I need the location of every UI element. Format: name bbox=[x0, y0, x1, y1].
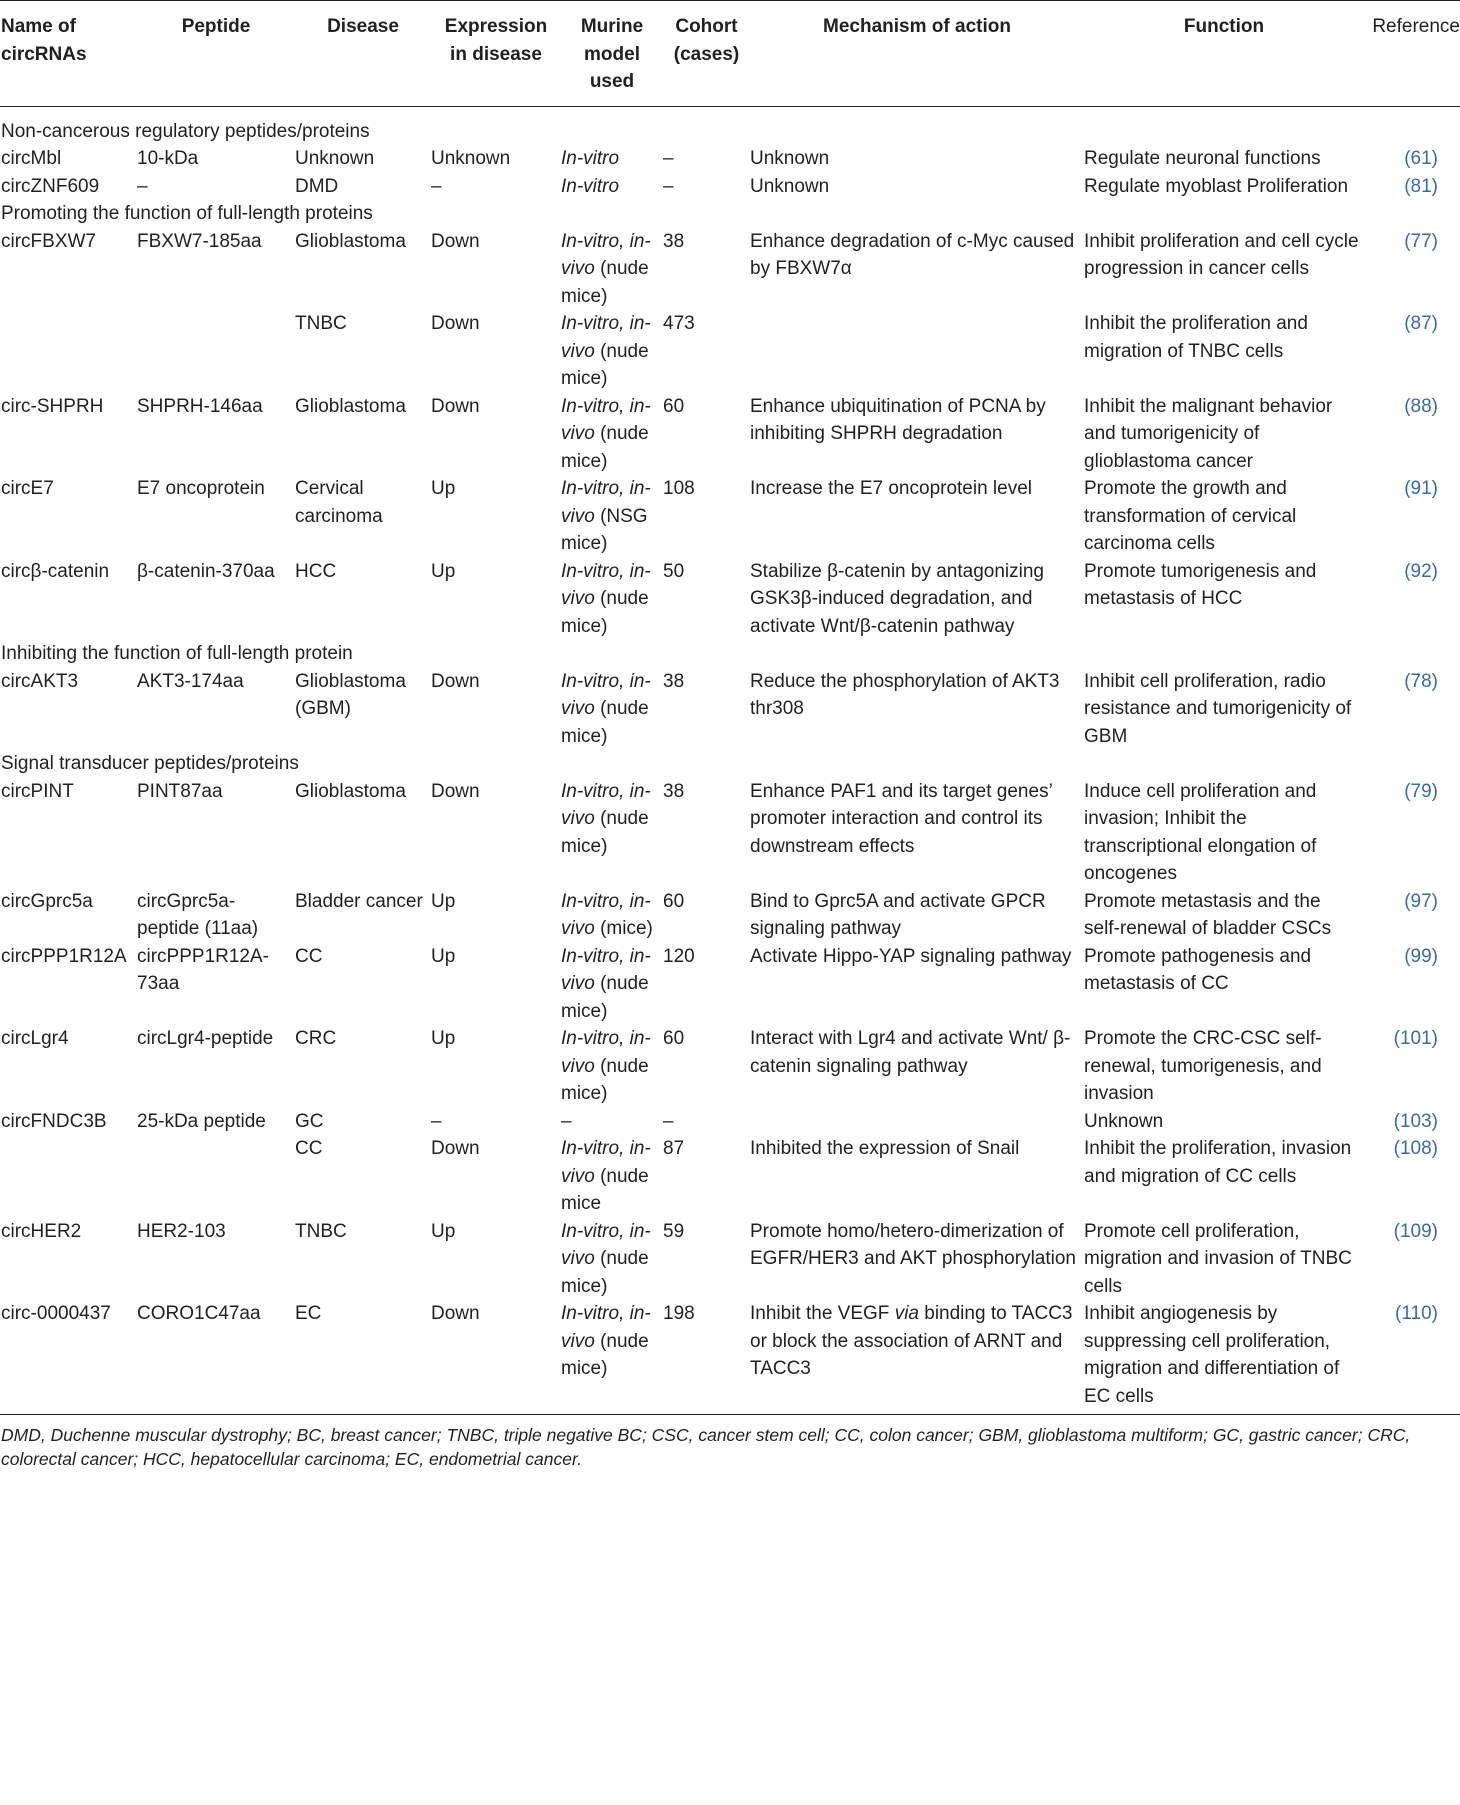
cell-cohort: 120 bbox=[663, 945, 695, 967]
cell-reference[interactable]: (78) bbox=[1404, 670, 1438, 692]
cell-function: Regulate neuronal functions bbox=[1084, 148, 1321, 169]
cell-disease: DMD bbox=[295, 175, 339, 197]
cell-reference[interactable]: (109) bbox=[1393, 1220, 1438, 1242]
cell-mechanism: Inhibited the expression of Snail bbox=[750, 1138, 1020, 1159]
cell-mechanism: Increase the E7 oncoprotein level bbox=[750, 478, 1033, 499]
cell-function: Inhibit the proliferation and migration of TNBC cells bbox=[1084, 313, 1308, 362]
cell-cohort: 108 bbox=[663, 478, 695, 499]
cell-murine-model bbox=[561, 943, 663, 1026]
cell-peptide: E7 oncoprotein bbox=[137, 478, 265, 499]
cell-peptide: circLgr4-peptide bbox=[137, 1028, 274, 1049]
cell-peptide bbox=[137, 310, 295, 393]
murine-model-text: In-vitro, in-vivo bbox=[561, 230, 651, 279]
cell-name: circFNDC3B bbox=[1, 1110, 107, 1132]
cell-peptide: 10-kDa bbox=[137, 148, 199, 169]
cell-peptide: circPPP1R12A-73aa bbox=[137, 945, 269, 994]
header-mechanism: Mechanism of action bbox=[750, 1, 1084, 107]
cell-mechanism: Promote homo/hetero-dimerization of EGFR/HER3 and AKT phosphorylation bbox=[750, 1220, 1076, 1269]
cell-disease: Glioblastoma bbox=[295, 230, 406, 252]
cell-reference[interactable]: (101) bbox=[1393, 1028, 1438, 1049]
cell-name: circZNF609 bbox=[1, 175, 100, 197]
cell-mechanism bbox=[750, 1108, 1084, 1136]
cell-mechanism: Stabilize β-catenin by antagonizing GSK3β-induced degradation, and activate Wnt/β-catenin pathway bbox=[750, 560, 1044, 637]
murine-model-text: In-vitro, in-vivo bbox=[561, 780, 651, 829]
cell-cohort: – bbox=[663, 175, 674, 197]
murine-model-strain: (nude mice bbox=[561, 1165, 649, 1214]
table-row bbox=[0, 228, 1460, 311]
cell-cohort: 50 bbox=[663, 560, 685, 582]
cell-name: circAKT3 bbox=[1, 670, 79, 692]
cell-function: Promote metastasis and the self-renewal of bladder CSCs bbox=[1084, 890, 1332, 939]
cell-peptide: AKT3-174aa bbox=[137, 670, 244, 692]
cell-peptide: – bbox=[137, 175, 148, 197]
cell-cohort: 198 bbox=[663, 1303, 695, 1324]
cell-disease: CC bbox=[295, 945, 323, 967]
cell-expression: – bbox=[431, 175, 442, 197]
cell-function: Inhibit angiogenesis by suppressing cell proliferation, migration and differentiation of EC cells bbox=[1084, 1303, 1340, 1407]
murine-model-strain: (nude mice) bbox=[561, 1330, 649, 1379]
murine-model-text: In-vitro, in-vivo bbox=[561, 560, 651, 609]
cell-expression: Up bbox=[431, 1220, 456, 1242]
murine-model-text: – bbox=[561, 1110, 572, 1132]
table-row bbox=[0, 310, 1460, 393]
cell-disease: Unknown bbox=[295, 148, 375, 169]
murine-model-text: In-vitro bbox=[561, 148, 620, 169]
cell-disease: HCC bbox=[295, 560, 337, 582]
cell-reference[interactable]: (97) bbox=[1404, 890, 1438, 912]
cell-reference[interactable]: (110) bbox=[1395, 1303, 1438, 1324]
cell-name bbox=[0, 310, 137, 393]
cell-name: circPINT bbox=[1, 780, 74, 802]
cell-expression: Up bbox=[431, 560, 456, 582]
cell-expression: Down bbox=[431, 1138, 480, 1159]
cell-expression: Unknown bbox=[431, 148, 511, 169]
cell-name: circGprc5a bbox=[1, 890, 93, 912]
cell-expression: Down bbox=[431, 780, 480, 802]
cell-peptide: HER2-103 bbox=[137, 1220, 226, 1242]
murine-model-text: In-vitro, in-vivo bbox=[561, 395, 651, 444]
header-function: Function bbox=[1084, 1, 1364, 107]
cell-cohort: 38 bbox=[663, 780, 685, 802]
murine-model-strain: (nude mice) bbox=[561, 1248, 649, 1297]
cell-peptide bbox=[137, 1135, 295, 1218]
cell-cohort: 38 bbox=[663, 230, 685, 252]
cell-peptide: circGprc5a-peptide (11aa) bbox=[137, 890, 259, 939]
cell-reference[interactable]: (103) bbox=[1393, 1110, 1438, 1132]
cell-function: Inhibit the malignant behavior and tumorigenicity of glioblastoma cancer bbox=[1084, 395, 1333, 472]
cell-disease: TNBC bbox=[295, 313, 347, 334]
cell-murine-model bbox=[561, 1218, 663, 1301]
cell-disease: CRC bbox=[295, 1028, 337, 1049]
murine-model-text: In-vitro, in-vivo bbox=[561, 313, 651, 362]
murine-model-strain: (nude mice) bbox=[561, 423, 649, 472]
murine-model-strain: (nude mice) bbox=[561, 808, 649, 857]
cell-expression: Down bbox=[431, 230, 480, 252]
cell-expression: Up bbox=[431, 890, 456, 912]
cell-cohort: 60 bbox=[663, 890, 685, 912]
cell-mechanism: Enhance PAF1 and its target genes’ promoter interaction and control its downstream effects bbox=[750, 780, 1053, 857]
cell-expression: Up bbox=[431, 945, 456, 967]
cell-disease: Glioblastoma bbox=[295, 780, 406, 802]
table-row bbox=[0, 145, 1460, 173]
section-title: Inhibiting the function of full-length protein bbox=[1, 643, 353, 664]
cell-reference[interactable]: (87) bbox=[1404, 313, 1438, 334]
murine-model-text: In-vitro, in-vivo bbox=[561, 478, 651, 527]
murine-model-text: In-vitro, in-vivo bbox=[561, 890, 651, 939]
cell-murine-model bbox=[561, 558, 663, 641]
cell-name: circ-0000437 bbox=[1, 1303, 111, 1324]
cell-mechanism: Unknown bbox=[750, 148, 830, 169]
table-header bbox=[0, 1, 1460, 107]
cell-reference[interactable]: (99) bbox=[1404, 945, 1438, 967]
murine-model-strain: (mice) bbox=[600, 918, 653, 939]
cell-name: circPPP1R12A bbox=[1, 945, 127, 967]
cell-mechanism: Enhance degradation of c-Myc caused by FBXW7α bbox=[750, 230, 1075, 279]
cell-expression: Down bbox=[431, 395, 480, 417]
table-row bbox=[0, 475, 1460, 558]
cell-cohort: 60 bbox=[663, 395, 685, 417]
cell-name bbox=[0, 1135, 137, 1218]
cell-expression: Up bbox=[431, 1028, 456, 1049]
cell-cohort: 38 bbox=[663, 670, 685, 692]
header-murine-model: Murine model used bbox=[561, 1, 663, 107]
cell-peptide: 25-kDa peptide bbox=[137, 1110, 266, 1132]
cell-name: circE7 bbox=[1, 478, 54, 499]
cell-cohort: 473 bbox=[663, 313, 695, 334]
header-name: Name of circRNAs bbox=[0, 1, 137, 107]
cell-expression: Up bbox=[431, 478, 456, 499]
cell-disease: GC bbox=[295, 1110, 324, 1132]
cell-murine-model bbox=[561, 1135, 663, 1218]
cell-expression: Down bbox=[431, 670, 480, 692]
cell-peptide: PINT87aa bbox=[137, 780, 223, 802]
cell-name: circβ-catenin bbox=[1, 560, 110, 582]
cell-mechanism bbox=[750, 310, 1084, 393]
murine-model-strain: (nude mice) bbox=[561, 258, 649, 307]
cell-cohort: – bbox=[663, 148, 674, 169]
cell-disease: CC bbox=[295, 1138, 323, 1159]
cell-peptide: FBXW7-185aa bbox=[137, 230, 262, 252]
cell-mechanism: Activate Hippo-YAP signaling pathway bbox=[750, 945, 1072, 967]
header-peptide: Peptide bbox=[137, 1, 295, 107]
cell-mechanism: Enhance ubiquitination of PCNA by inhibiting SHPRH degradation bbox=[750, 395, 1046, 444]
cell-expression: Down bbox=[431, 1303, 480, 1324]
cell-disease: Glioblastoma bbox=[295, 395, 406, 417]
section-title: Promoting the function of full-length proteins bbox=[1, 203, 373, 224]
cell-function: Promote cell proliferation, migration and invasion of TNBC cells bbox=[1084, 1220, 1352, 1297]
murine-model-strain: (nude mice) bbox=[561, 973, 649, 1022]
header-reference: Reference bbox=[1364, 1, 1460, 107]
header-disease: Disease bbox=[295, 1, 431, 107]
cell-name: circLgr4 bbox=[1, 1028, 69, 1049]
murine-model-text: In-vitro, in-vivo bbox=[561, 1028, 651, 1077]
table-row bbox=[0, 173, 1460, 201]
cell-function: Inhibit cell proliferation, radio resistance and tumorigenicity of GBM bbox=[1084, 670, 1352, 747]
table-row bbox=[0, 393, 1460, 476]
cell-function: Induce cell proliferation and invasion; Inhibit the transcriptional elongation of oncogenes bbox=[1084, 780, 1317, 884]
cell-cohort: 60 bbox=[663, 1028, 685, 1049]
section-row bbox=[0, 750, 1460, 778]
cell-disease: TNBC bbox=[295, 1220, 347, 1242]
cell-murine-model bbox=[561, 888, 663, 943]
cell-murine-model bbox=[561, 173, 663, 201]
murine-model-text: In-vitro, in-vivo bbox=[561, 1220, 651, 1269]
table-row bbox=[0, 1135, 1460, 1218]
cell-reference[interactable]: (61) bbox=[1404, 148, 1438, 169]
section-title: Non-cancerous regulatory peptides/proteins bbox=[1, 120, 370, 142]
table-row bbox=[0, 668, 1460, 751]
cell-reference[interactable]: (88) bbox=[1404, 395, 1438, 417]
table-footnote: DMD, Duchenne muscular dystrophy; BC, breast cancer; TNBC, triple negative BC; CSC, cancer stem cell; CC, colon cancer; GBM, glioblastoma multiform; GC, gastric cancer; CRC, colorectal cancer; HCC, hepatocellular carcinoma; EC, endometrial cancer. bbox=[1, 1425, 1411, 1469]
murine-model-strain: (nude mice) bbox=[561, 698, 649, 747]
cell-mechanism: Reduce the phosphorylation of AKT3 thr308 bbox=[750, 670, 1060, 719]
cell-disease: Cervical carcinoma bbox=[295, 478, 383, 527]
murine-model-text: In-vitro, in-vivo bbox=[561, 670, 651, 719]
cell-disease: Glioblastoma (GBM) bbox=[295, 670, 406, 719]
section-title: Signal transducer peptides/proteins bbox=[1, 753, 299, 774]
cell-expression: Down bbox=[431, 313, 480, 334]
table-row bbox=[0, 1300, 1460, 1414]
cell-cohort: 59 bbox=[663, 1220, 685, 1242]
cell-peptide: SHPRH-146aa bbox=[137, 395, 263, 417]
cell-mechanism: Unknown bbox=[750, 175, 830, 197]
cell-function: Inhibit proliferation and cell cycle progression in cancer cells bbox=[1084, 230, 1359, 279]
cell-murine-model bbox=[561, 668, 663, 751]
murine-model-strain: (nude mice) bbox=[561, 588, 649, 637]
cell-function: Promote the growth and transformation of cervical carcinoma cells bbox=[1084, 478, 1297, 554]
cell-function: Unknown bbox=[1084, 1110, 1164, 1132]
cell-murine-model bbox=[561, 310, 663, 393]
table-row bbox=[0, 1025, 1460, 1108]
cell-function: Inhibit the proliferation, invasion and migration of CC cells bbox=[1084, 1138, 1352, 1187]
section-row bbox=[0, 106, 1460, 145]
cell-murine-model bbox=[561, 1300, 663, 1414]
cell-mechanism: Inhibit the VEGF via binding to TACC3 or block the association of ARNT and TACC3 bbox=[750, 1303, 1073, 1379]
cell-function: Promote pathogenesis and metastasis of CC bbox=[1084, 945, 1312, 994]
section-row bbox=[0, 640, 1460, 668]
cell-mechanism: Interact with Lgr4 and activate Wnt/ β-catenin signaling pathway bbox=[750, 1028, 1071, 1077]
cell-murine-model bbox=[561, 228, 663, 311]
cell-mechanism: Bind to Gprc5A and activate GPCR signaling pathway bbox=[750, 890, 1046, 939]
cell-reference[interactable]: (92) bbox=[1404, 560, 1438, 582]
murine-model-text: In-vitro, in-vivo bbox=[561, 1303, 651, 1352]
murine-model-strain: (NSG mice) bbox=[561, 505, 648, 554]
cell-disease: Bladder cancer bbox=[295, 890, 423, 912]
table-body bbox=[0, 106, 1460, 1414]
cell-function: Promote the CRC-CSC self-renewal, tumorigenesis, and invasion bbox=[1084, 1028, 1322, 1104]
cell-murine-model bbox=[561, 1108, 663, 1136]
section-row bbox=[0, 200, 1460, 228]
cell-cohort: – bbox=[663, 1110, 674, 1132]
table-row bbox=[0, 778, 1460, 888]
murine-model-strain: (nude mice) bbox=[561, 340, 649, 389]
table-row bbox=[0, 558, 1460, 641]
cell-peptide: β-catenin-370aa bbox=[137, 560, 275, 582]
cell-name: circFBXW7 bbox=[1, 230, 96, 252]
cell-name: circHER2 bbox=[1, 1220, 82, 1242]
cell-expression: – bbox=[431, 1110, 442, 1132]
cell-murine-model bbox=[561, 1025, 663, 1108]
murine-model-text: In-vitro bbox=[561, 175, 620, 197]
cell-function: Regulate myoblast Proliferation bbox=[1084, 175, 1349, 197]
header-cohort: Cohort (cases) bbox=[663, 1, 750, 107]
cell-reference[interactable]: (108) bbox=[1393, 1138, 1438, 1159]
table-row bbox=[0, 888, 1460, 943]
cell-reference[interactable]: (91) bbox=[1404, 478, 1438, 499]
murine-model-text: In-vitro, in-vivo bbox=[561, 945, 651, 994]
table-row bbox=[0, 1218, 1460, 1301]
cell-name: circMbl bbox=[1, 148, 62, 169]
cell-cohort: 87 bbox=[663, 1138, 685, 1159]
cell-name: circ-SHPRH bbox=[1, 395, 104, 417]
cell-murine-model bbox=[561, 145, 663, 173]
cell-murine-model bbox=[561, 475, 663, 558]
cell-disease: EC bbox=[295, 1303, 322, 1324]
cell-peptide: CORO1C47aa bbox=[137, 1303, 261, 1324]
cell-function: Promote tumorigenesis and metastasis of HCC bbox=[1084, 560, 1317, 609]
header-expression: Expression in disease bbox=[431, 1, 561, 107]
cell-reference[interactable]: (81) bbox=[1404, 175, 1438, 197]
cell-murine-model bbox=[561, 778, 663, 888]
table-row bbox=[0, 943, 1460, 1026]
murine-model-strain: (nude mice) bbox=[561, 1055, 649, 1104]
murine-model-text: In-vitro, in-vivo bbox=[561, 1138, 651, 1187]
cell-reference[interactable]: (79) bbox=[1404, 780, 1438, 802]
table-row bbox=[0, 1108, 1460, 1136]
cell-murine-model bbox=[561, 393, 663, 476]
cell-reference[interactable]: (77) bbox=[1404, 230, 1438, 252]
